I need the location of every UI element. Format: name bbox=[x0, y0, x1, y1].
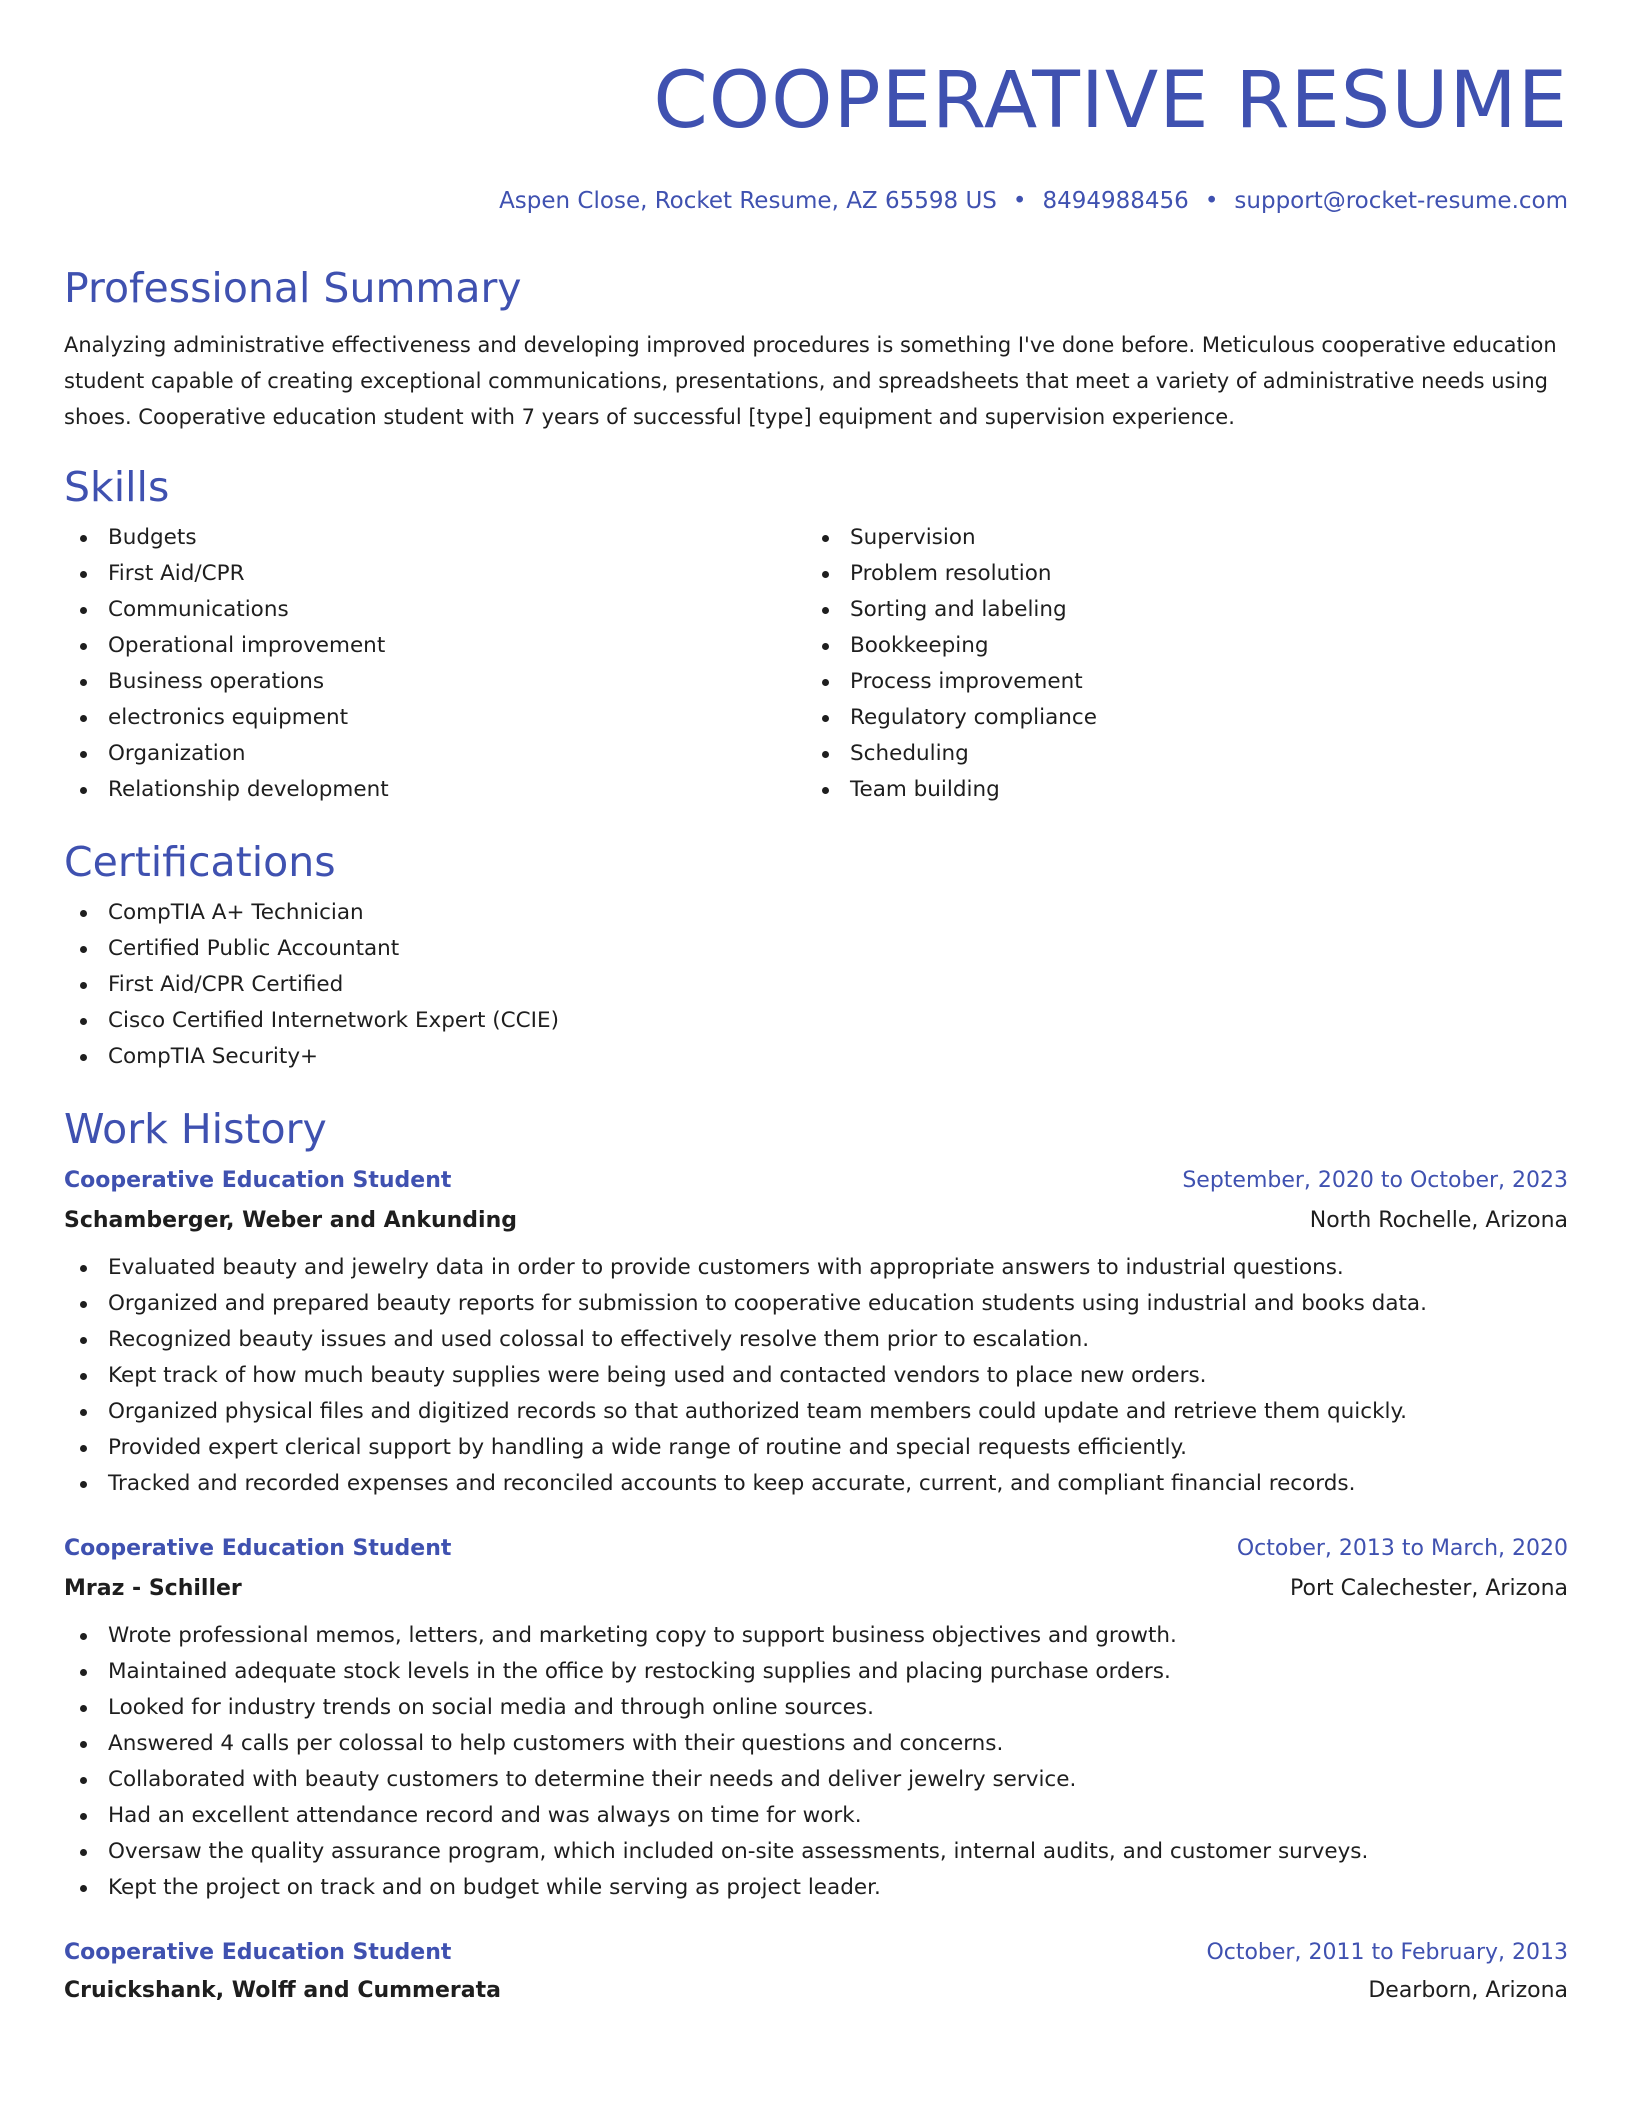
job-bullet: Wrote professional memos, letters, and marketing copy to support business objectives and growth. bbox=[64, 1618, 1568, 1654]
job-bullet: Looked for industry trends on social media and through online sources. bbox=[64, 1690, 1568, 1726]
skill-item: Organization bbox=[64, 736, 806, 772]
job-title: Cooperative Education Student bbox=[64, 1168, 452, 1194]
contact-address: Aspen Close, Rocket Resume, AZ 65598 US bbox=[499, 188, 997, 214]
skill-item: First Aid/CPR bbox=[64, 556, 806, 592]
summary-heading: Professional Summary bbox=[64, 264, 522, 312]
job-bullets bbox=[64, 1250, 1568, 1502]
job-location: North Rochelle, Arizona bbox=[1309, 1208, 1568, 1234]
job-bullet: Tracked and recorded expenses and reconciled accounts to keep accurate, current, and compliant financial records. bbox=[64, 1466, 1568, 1502]
job-bullet: Recognized beauty issues and used colossal to effectively resolve them prior to escalation. bbox=[64, 1322, 1568, 1358]
job-entry bbox=[64, 1166, 1568, 1502]
skill-item: Problem resolution bbox=[806, 556, 1548, 592]
skill-item: electronics equipment bbox=[64, 700, 806, 736]
certification-item: First Aid/CPR Certified bbox=[64, 967, 1568, 1003]
job-entry bbox=[64, 1534, 1568, 1906]
job-bullet: Collaborated with beauty customers to determine their needs and deliver jewelry service. bbox=[64, 1762, 1568, 1798]
job-bullet: Had an excellent attendance record and was always on time for work. bbox=[64, 1798, 1568, 1834]
skills-column-left bbox=[64, 520, 806, 808]
job-bullet: Maintained adequate stock levels in the office by restocking supplies and placing purchase orders. bbox=[64, 1654, 1568, 1690]
skill-item: Budgets bbox=[64, 520, 806, 556]
job-bullet: Provided expert clerical support by handling a wide range of routine and special requests efficiently. bbox=[64, 1430, 1568, 1466]
job-title: Cooperative Education Student bbox=[64, 1536, 452, 1562]
job-dates: September, 2020 to October, 2023 bbox=[1182, 1168, 1568, 1194]
contact-email[interactable]: support@rocket-resume.com bbox=[1234, 188, 1568, 214]
certification-item: CompTIA Security+ bbox=[64, 1039, 1568, 1075]
skill-item: Bookkeeping bbox=[806, 628, 1548, 664]
contact-line bbox=[64, 186, 1568, 216]
skill-item: Business operations bbox=[64, 664, 806, 700]
work-history-heading: Work History bbox=[64, 1105, 327, 1154]
certification-item: CompTIA A+ Technician bbox=[64, 895, 1568, 931]
job-bullet: Kept the project on track and on budget while serving as project leader. bbox=[64, 1870, 1568, 1906]
job-dates: October, 2013 to March, 2020 bbox=[1236, 1536, 1568, 1562]
certifications-list bbox=[64, 895, 1568, 1075]
skill-item: Team building bbox=[806, 772, 1548, 808]
certification-item: Certified Public Accountant bbox=[64, 931, 1568, 967]
job-bullet: Organized and prepared beauty reports for submission to cooperative education students using industrial and books data. bbox=[64, 1286, 1568, 1322]
resume-title: COOPERATIVE RESUME bbox=[653, 56, 1568, 146]
job-bullet: Kept track of how much beauty supplies were being used and contacted vendors to place new orders. bbox=[64, 1358, 1568, 1394]
job-location: Port Calechester, Arizona bbox=[1290, 1576, 1568, 1602]
job-bullet: Evaluated beauty and jewelry data in order to provide customers with appropriate answers to industrial questions. bbox=[64, 1250, 1568, 1286]
job-dates: October, 2011 to February, 2013 bbox=[1206, 1940, 1568, 1966]
skill-item: Process improvement bbox=[806, 664, 1548, 700]
contact-separator: • bbox=[1204, 188, 1219, 214]
skill-item: Supervision bbox=[806, 520, 1548, 556]
skill-item: Scheduling bbox=[806, 736, 1548, 772]
skills-grid bbox=[64, 520, 1568, 808]
job-company: Schamberger, Weber and Ankunding bbox=[64, 1208, 517, 1234]
skill-item: Regulatory compliance bbox=[806, 700, 1548, 736]
contact-separator: • bbox=[1012, 188, 1027, 214]
skills-column-right bbox=[806, 520, 1548, 808]
job-bullet: Organized physical files and digitized records so that authorized team members could update and retrieve them quickly. bbox=[64, 1394, 1568, 1430]
job-bullets bbox=[64, 1618, 1568, 1906]
certifications-heading: Certifications bbox=[64, 838, 336, 887]
job-bullet: Oversaw the quality assurance program, which included on-site assessments, internal audits, and customer surveys. bbox=[64, 1834, 1568, 1870]
certification-item: Cisco Certified Internetwork Expert (CCIE) bbox=[64, 1003, 1568, 1039]
job-company: Cruickshank, Wolff and Cummerata bbox=[64, 1978, 501, 2004]
skill-item: Sorting and labeling bbox=[806, 592, 1548, 628]
job-title: Cooperative Education Student bbox=[64, 1940, 452, 1966]
job-location: Dearborn, Arizona bbox=[1368, 1978, 1568, 2004]
contact-phone: 8494988456 bbox=[1042, 188, 1189, 214]
skill-item: Operational improvement bbox=[64, 628, 806, 664]
job-entry bbox=[64, 1938, 1568, 2006]
resume-page bbox=[64, 0, 1568, 2006]
job-bullet: Answered 4 calls per colossal to help customers with their questions and concerns. bbox=[64, 1726, 1568, 1762]
summary-text: Analyzing administrative effectiveness and developing improved procedures is something I've done before. Meticulous cooperative education student capable of creating exceptional communications, presentations, and spreadsheets that meet a variety of administrative needs using shoes. Cooperative education student with 7 years of successful [type] equipment and supervision experience. bbox=[64, 333, 1557, 430]
skill-item: Relationship development bbox=[64, 772, 806, 808]
skills-heading: Skills bbox=[64, 463, 170, 512]
skill-item: Communications bbox=[64, 592, 806, 628]
job-company: Mraz - Schiller bbox=[64, 1576, 242, 1602]
